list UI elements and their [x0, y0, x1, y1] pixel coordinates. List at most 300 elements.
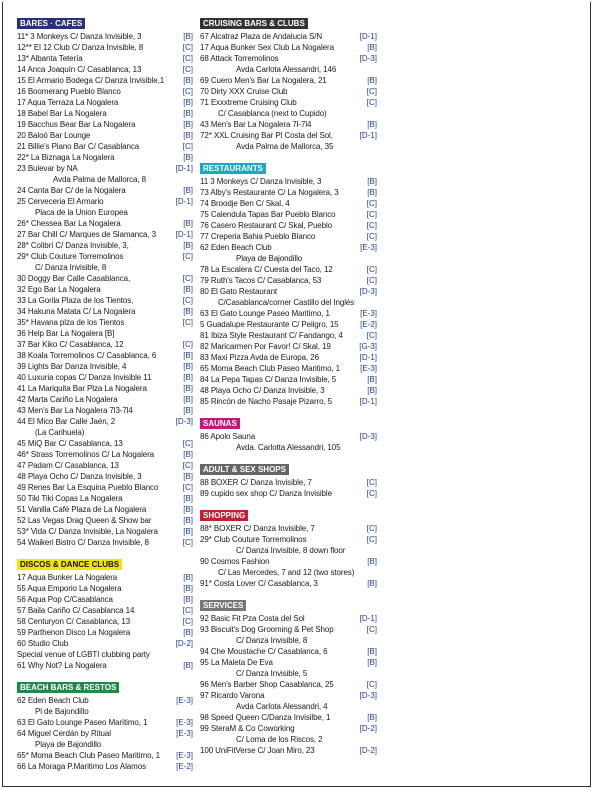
- grid-code: [B]: [183, 494, 193, 503]
- list-item: [200, 668, 377, 679]
- entry-text: 50 Tiki Tiki Copas La Nogalera: [17, 494, 123, 503]
- grid-code: [B]: [183, 628, 193, 637]
- list-item: [17, 97, 193, 108]
- grid-code: [B]: [367, 120, 377, 129]
- right-column: [200, 13, 377, 762]
- list-item: [17, 627, 193, 638]
- list-item: [200, 701, 377, 712]
- entry-text: Avda Palma de Mallorca, 8: [53, 175, 146, 184]
- entry-text: (La Carihuela): [35, 428, 85, 437]
- list-item: [200, 523, 377, 534]
- entry-text: Playa de Bajondillo: [236, 254, 303, 263]
- grid-code: [D-2]: [359, 724, 377, 733]
- section-header-bares: BARES · CAFES: [17, 18, 85, 29]
- entry-text: 77 Creperia Bahia Pueblo Blanco: [200, 232, 316, 241]
- entry-text: Avda. Carlotta Alessandri, 105: [236, 443, 341, 452]
- entry-text: 11 3 Monkeys C/ Danza Invisible, 3: [200, 177, 322, 186]
- entry-text: 55 Aqua Emporio La Nogalera: [17, 584, 122, 593]
- list-item: [200, 286, 377, 297]
- entry-text: 5 Guadalupe Restaurante C/ Peligro, 15: [200, 320, 339, 329]
- grid-code: [B]: [183, 527, 193, 536]
- entry-text: 98 Speed Queen C/Danza Invisilbe, 1: [200, 713, 331, 722]
- section-header-beach: BEACH BARS & RESTOS: [17, 682, 119, 693]
- grid-code: [B]: [183, 109, 193, 118]
- entry-text: 61 Why Not? La Nogalera: [17, 661, 107, 670]
- list-item: [17, 638, 193, 649]
- list-item: [17, 383, 193, 394]
- grid-code: [B]: [367, 557, 377, 566]
- list-item: [17, 75, 193, 86]
- grid-code: [B]: [183, 395, 193, 404]
- list-item: [17, 372, 193, 383]
- list-item: [17, 717, 193, 728]
- section-header-discos: DISCOS & DANCE CLUBS: [17, 559, 122, 570]
- grid-code: [B]: [183, 384, 193, 393]
- list-item: [17, 119, 193, 130]
- list-item: [200, 264, 377, 275]
- list-item: [17, 583, 193, 594]
- entry-text: 34 Hakuna Matata C/ La Nogalera: [17, 307, 136, 316]
- entry-text: 59 Parthenon Disco La Nogalera: [17, 628, 131, 637]
- list-item: [200, 242, 377, 253]
- list-item: [200, 108, 377, 119]
- entry-text: 68 Attack Torremolinos: [200, 54, 279, 63]
- entry-text: Pl de Bajondillo: [35, 707, 89, 716]
- grid-code: [C]: [366, 680, 377, 689]
- list-item: [17, 572, 193, 583]
- entry-text: C/ Danza Invisible, 5: [236, 669, 308, 678]
- list-item: [200, 253, 377, 264]
- grid-code: [E-3]: [360, 243, 377, 252]
- entry-text: C/ Las Mercedes, 7 and 12 (two stores): [218, 568, 355, 577]
- grid-code: [G-3]: [359, 342, 377, 351]
- list-item: [200, 690, 377, 701]
- list-item: [17, 306, 193, 317]
- entry-text: 86 Apolo Sauna: [200, 432, 256, 441]
- entry-text: 22* La Biznaga La Nogalera: [17, 153, 115, 162]
- list-item: [200, 624, 377, 635]
- entry-text: 43 Men's Bar La Nogalera 7l-7l4: [200, 120, 312, 129]
- entry-text: 49 Renes Bar La Esquina Pueblo Blanco: [17, 483, 159, 492]
- grid-code: [C]: [366, 535, 377, 544]
- entry-text: 69 Cuero Men's Bar La Nogalera, 21: [200, 76, 327, 85]
- grid-code: [E-3]: [360, 364, 377, 373]
- entry-text: 60 Studio Club: [17, 639, 69, 648]
- entry-text: 37 Bar Kiko C/ Casablanca, 12: [17, 340, 124, 349]
- list-item: [17, 152, 193, 163]
- grid-code: [E-3]: [176, 729, 193, 738]
- list-item: [17, 405, 193, 416]
- grid-code: [B]: [367, 647, 377, 656]
- list-item: [200, 545, 377, 556]
- list-item: [17, 695, 193, 706]
- list-item: [17, 295, 193, 306]
- list-item: [17, 31, 193, 42]
- list-item: [200, 734, 377, 745]
- entry-text: 94 Che Moustache C/ Casablanca, 6: [200, 647, 328, 656]
- entry-text: 25 Cerveceria El Armario: [17, 197, 104, 206]
- entry-text: C/ Danza Invisible, 8 down floor: [236, 546, 346, 555]
- entry-text: 63 El Gato Lounge Paseo Maritimo, 1: [200, 309, 330, 318]
- grid-code: [D-1]: [175, 164, 193, 173]
- list-item: [17, 185, 193, 196]
- grid-code: [D-2]: [359, 746, 377, 755]
- entry-text: 29* Club Couture Torremolinos: [17, 252, 124, 261]
- entry-text: 40 Luxuria copas C/ Danza Invisible 11: [17, 373, 152, 382]
- grid-code: [B]: [183, 573, 193, 582]
- grid-code: [D-3]: [359, 54, 377, 63]
- grid-code: [C]: [182, 340, 193, 349]
- grid-code: [D-1]: [359, 397, 377, 406]
- list-item: [200, 363, 377, 374]
- grid-code: [D-3]: [175, 417, 193, 426]
- entry-text: 17 Aqua Bunker Sex Club La Nogalera: [200, 43, 334, 52]
- entry-text: 93 Biscuit's Dog Grooming & Pet Shop: [200, 625, 334, 634]
- grid-code: [C]: [182, 617, 193, 626]
- grid-code: [B]: [367, 188, 377, 197]
- list-item: [200, 308, 377, 319]
- entry-text: 97 Ricardo Varona: [200, 691, 265, 700]
- list-item: [200, 42, 377, 53]
- section-bares: [17, 13, 193, 548]
- section-restaurants: [200, 158, 377, 407]
- entry-text: 99 SteraM & Co Coworking: [200, 724, 295, 733]
- grid-code: [B]: [367, 713, 377, 722]
- grid-code: [C]: [182, 65, 193, 74]
- entry-text: 70 Dirty XXX Cruise Club: [200, 87, 288, 96]
- grid-code: [B]: [183, 219, 193, 228]
- entry-text: C/ Loma de los Riscos, 2: [236, 735, 323, 744]
- list-item: [200, 319, 377, 330]
- grid-code: [B]: [183, 153, 193, 162]
- grid-code: [D-3]: [359, 287, 377, 296]
- entry-text: Avda Carlota Alessandri, 146: [236, 65, 337, 74]
- entry-text: 35* Havana plza de los Tientos: [17, 318, 125, 327]
- grid-code: [C]: [182, 318, 193, 327]
- grid-code: [D-1]: [175, 230, 193, 239]
- entry-text: 65 Moma Beach Club Paseo Maritimo, 1: [200, 364, 341, 373]
- entry-text: 58 Centuryon C/ Casablanca, 13: [17, 617, 131, 626]
- grid-code: [C]: [366, 478, 377, 487]
- grid-code: [C]: [182, 296, 193, 305]
- grid-code: [D-3]: [359, 432, 377, 441]
- list-item: [17, 108, 193, 119]
- grid-code: [B]: [183, 186, 193, 195]
- grid-code: [C]: [366, 265, 377, 274]
- list-item: [200, 385, 377, 396]
- list-item: [17, 739, 193, 750]
- grid-code: [B]: [367, 76, 377, 85]
- grid-code: [E-3]: [176, 718, 193, 727]
- entry-text: 51 Vanilla Café Plaza de La Nogalera: [17, 505, 147, 514]
- entry-text: 13* Albanta Tetería: [17, 54, 83, 63]
- list-item: [200, 712, 377, 723]
- list-item: [200, 141, 377, 152]
- entry-text: 84 La Pepa Tapas C/ Danza Invisible, 5: [200, 375, 337, 384]
- grid-code: [B]: [183, 131, 193, 140]
- grid-code: [D-1]: [359, 131, 377, 140]
- list-item: [17, 761, 193, 772]
- list-item: [200, 119, 377, 130]
- entry-text: 33 La Gorila Plaza de los Tientos,: [17, 296, 134, 305]
- list-item: [200, 646, 377, 657]
- list-item: [200, 657, 377, 668]
- grid-code: [B]: [183, 307, 193, 316]
- list-item: [200, 635, 377, 646]
- list-item: [200, 374, 377, 385]
- list-item: [200, 275, 377, 286]
- entry-text: 56 Aqua Pop C/Casablanca: [17, 595, 113, 604]
- left-column: [17, 13, 193, 778]
- list-item: [17, 64, 193, 75]
- entry-text: 78 La Escalera C/ Cuesta del Taco, 12: [200, 265, 333, 274]
- grid-code: [C]: [182, 274, 193, 283]
- grid-code: [C]: [182, 538, 193, 547]
- list-item: [17, 251, 193, 262]
- entry-text: 18 Babel Bar La Nogalera: [17, 109, 107, 118]
- entry-text: 11* 3 Monkeys C/ Danza Invisible, 3: [17, 32, 142, 41]
- entry-text: 96 Men's Barber Shop Casablanca, 25: [200, 680, 334, 689]
- list-item: [17, 240, 193, 251]
- entry-text: 88 BOXER C/ Danza Invisible, 7: [200, 478, 312, 487]
- list-item: [17, 427, 193, 438]
- entry-text: 46* Strass Torremolinos C/ La Nogalera: [17, 450, 155, 459]
- list-item: [17, 328, 193, 339]
- section-discos: [17, 554, 193, 671]
- grid-code: [B]: [183, 472, 193, 481]
- grid-code: [B]: [183, 595, 193, 604]
- list-item: [200, 130, 377, 141]
- entry-text: 47 Padam C/ Casablanca, 13: [17, 461, 119, 470]
- list-item: [200, 31, 377, 42]
- grid-code: [C]: [366, 331, 377, 340]
- entry-text: 82 Maricarmen Por Favor! C/ Skal, 19: [200, 342, 331, 351]
- section-header-saunas: SAUNAS: [200, 418, 240, 429]
- list-item: [17, 284, 193, 295]
- list-item: [17, 515, 193, 526]
- list-item: [17, 229, 193, 240]
- list-item: [200, 187, 377, 198]
- list-item: [17, 339, 193, 350]
- grid-code: [D-1]: [175, 197, 193, 206]
- list-item: [200, 220, 377, 231]
- section-header-adult: ADULT & SEX SHOPS: [200, 464, 289, 475]
- entry-text: 14 Anca Joaquín C/ Casablanca, 13: [17, 65, 142, 74]
- grid-code: [B]: [367, 43, 377, 52]
- entry-text: 17 Aqua Bunker La Nogalera: [17, 573, 118, 582]
- grid-code: [B]: [183, 661, 193, 670]
- list-item: [17, 526, 193, 537]
- grid-code: [E-3]: [176, 751, 193, 760]
- grid-code: [B]: [183, 120, 193, 129]
- list-item: [200, 198, 377, 209]
- list-item: [17, 449, 193, 460]
- section-header-services: SERVICES: [200, 600, 246, 611]
- entry-text: 83 Maxi Pizza Avda de Europa, 26: [200, 353, 319, 362]
- list-item: [200, 745, 377, 756]
- grid-code: [D-1]: [359, 353, 377, 362]
- entry-text: 62 Eden Beach Club: [17, 696, 89, 705]
- list-item: [17, 174, 193, 185]
- list-item: [17, 706, 193, 717]
- list-item: [200, 330, 377, 341]
- entry-text: 63 El Gato Lounge Paseo Marítimo, 1: [17, 718, 148, 727]
- entry-text: 72* XXL Cruising Bar Pl Costa del Sol,: [200, 131, 333, 140]
- entry-text: 48 Playa Ocho C/ Danza Invisible, 3: [200, 386, 325, 395]
- grid-code: [C]: [182, 87, 193, 96]
- entry-text: 32 Ego Bar La Nogalera: [17, 285, 101, 294]
- list-item: [17, 649, 193, 660]
- list-item: [17, 493, 193, 504]
- grid-code: [E-3]: [176, 696, 193, 705]
- list-item: [17, 537, 193, 548]
- list-item: [17, 163, 193, 174]
- list-item: [17, 207, 193, 218]
- entry-text: 66 La Moraga P.Maritimo Los Alamos: [17, 762, 146, 771]
- grid-code: [C]: [182, 43, 193, 52]
- entry-text: Placa de la Union Europea: [35, 208, 128, 217]
- grid-code: [B]: [367, 658, 377, 667]
- grid-code: [C]: [182, 54, 193, 63]
- grid-code: [B]: [183, 351, 193, 360]
- section-shopping: [200, 505, 377, 589]
- grid-code: [B]: [183, 285, 193, 294]
- grid-code: [B]: [367, 386, 377, 395]
- list-item: [17, 616, 193, 627]
- entry-text: 27 Bar Chill C/ Marques de Slamanca, 3: [17, 230, 156, 239]
- entry-text: 62 Eden Beach Club: [200, 243, 272, 252]
- list-item: [17, 42, 193, 53]
- entry-text: 91* Costa Lover C/ Casablanca, 3: [200, 579, 318, 588]
- list-item: [17, 273, 193, 284]
- entry-text: 21 Billie's Piano Bar C/ Casablanca: [17, 142, 140, 151]
- entry-text: C/Casablanca/corner Castillo del Inglés: [218, 298, 355, 307]
- grid-code: [D-2]: [175, 639, 193, 648]
- list-item: [17, 416, 193, 427]
- entry-text: 67 Alcatraz Plaza de Andalucia S/N: [200, 32, 323, 41]
- grid-code: [B]: [183, 516, 193, 525]
- list-item: [200, 488, 377, 499]
- list-item: [200, 75, 377, 86]
- list-item: [17, 262, 193, 273]
- list-item: [17, 141, 193, 152]
- entry-text: 43 Men's Bar La Nogalera 7l3-7l4: [17, 406, 133, 415]
- list-item: [17, 460, 193, 471]
- entry-text: 90 Cosmos Fashion: [200, 557, 270, 566]
- entry-text: 29* Club Couture Torremolinos: [200, 535, 307, 544]
- entry-text: C/ Casablanca (next to Cupido): [218, 109, 327, 118]
- grid-code: [D-1]: [359, 614, 377, 623]
- list-item: [200, 53, 377, 64]
- list-item: [200, 209, 377, 220]
- entry-text: Playa de Bajondillo: [35, 740, 102, 749]
- list-item: [200, 556, 377, 567]
- grid-code: [C]: [366, 625, 377, 634]
- list-item: [17, 394, 193, 405]
- entry-text: 76 Casero Restaurant C/ Skal, Pueblo: [200, 221, 333, 230]
- grid-code: [D-3]: [359, 691, 377, 700]
- list-item: [17, 594, 193, 605]
- entry-text: 24 Canta Bar C/ de la Nogalera: [17, 186, 126, 195]
- entry-text: C/ Danza Invisible, 8: [236, 636, 308, 645]
- list-item: [200, 613, 377, 624]
- grid-code: [B]: [367, 177, 377, 186]
- list-item: [200, 723, 377, 734]
- section-saunas: [200, 413, 377, 453]
- entry-text: 57 Baila Cariño C/ Casablanca 14: [17, 606, 135, 615]
- grid-code: [B]: [183, 584, 193, 593]
- list-item: [17, 438, 193, 449]
- list-item: [200, 396, 377, 407]
- list-item: [200, 534, 377, 545]
- list-item: [17, 728, 193, 739]
- grid-code: [C]: [182, 142, 193, 151]
- grid-code: [B]: [183, 406, 193, 415]
- list-item: [17, 86, 193, 97]
- list-item: [17, 218, 193, 229]
- entry-text: Special venue of LGBTI clubbing party: [17, 650, 150, 659]
- list-item: [17, 196, 193, 207]
- list-item: [17, 504, 193, 515]
- entry-text: 53* Vida C/ Danza Invisible, La Nogalera: [17, 527, 158, 536]
- grid-code: [E-3]: [360, 309, 377, 318]
- grid-code: [C]: [366, 276, 377, 285]
- grid-code: [C]: [366, 210, 377, 219]
- entry-text: 54 Waikeri Bistro C/ Danza Invisible, 8: [17, 538, 149, 547]
- list-item: [17, 53, 193, 64]
- entry-text: 88* BOXER C/ Danza Invisible, 7: [200, 524, 315, 533]
- grid-code: [C]: [366, 524, 377, 533]
- grid-code: [B]: [367, 579, 377, 588]
- entry-text: C/ Danza Invisible, 8: [35, 263, 107, 272]
- grid-code: [C]: [182, 461, 193, 470]
- entry-text: 20 Baloó Bar Lounge: [17, 131, 91, 140]
- list-item: [200, 431, 377, 442]
- entry-text: 89 cupido sex shop C/ Danza Invisible: [200, 489, 332, 498]
- entry-text: 30 Doggy Bar Calle Casablanca,: [17, 274, 131, 283]
- entry-text: 16 Boomerang Pueblo Blanco: [17, 87, 121, 96]
- entry-text: 85 Rincón de Nacho Pasaje Pizarro, 5: [200, 397, 333, 406]
- grid-code: [C]: [182, 252, 193, 261]
- entry-text: 100 UniFitVerse C/ Joan Miro, 23: [200, 746, 315, 755]
- grid-code: [B]: [183, 373, 193, 382]
- entry-text: 95 La Maleta De Eva: [200, 658, 273, 667]
- grid-code: [C]: [366, 98, 377, 107]
- list-item: [17, 750, 193, 761]
- list-item: [200, 86, 377, 97]
- list-item: [17, 130, 193, 141]
- entry-text: 92 Basic Fit Pza Costa del Sol: [200, 614, 305, 623]
- entry-text: 39 Lights Bar Danza Invisible, 4: [17, 362, 127, 371]
- grid-code: [E-2]: [176, 762, 193, 771]
- entry-text: 19 Bacchus Bear Bar La Nogalera: [17, 120, 136, 129]
- section-adult: [200, 459, 377, 499]
- grid-code: [B]: [183, 505, 193, 514]
- entry-text: 38 Koala Torremolinos C/ Casablanca, 6: [17, 351, 157, 360]
- entry-text: 81 Ibiza Style Restaurant C/ Fandango, 4: [200, 331, 343, 340]
- entry-text: Avda Carlota Alessandri, 4: [236, 702, 328, 711]
- entry-text: 17 Aqua Terraza La Nogalera: [17, 98, 119, 107]
- grid-code: [C]: [182, 606, 193, 615]
- grid-code: [C]: [366, 87, 377, 96]
- grid-code: [D-1]: [359, 32, 377, 41]
- grid-code: [B]: [183, 76, 193, 85]
- entry-text: 28* Colibrí C/ Danza Invisible, 3,: [17, 241, 129, 250]
- grid-code: [B]: [183, 362, 193, 371]
- section-services: [200, 595, 377, 756]
- list-item: [200, 679, 377, 690]
- list-item: [200, 64, 377, 75]
